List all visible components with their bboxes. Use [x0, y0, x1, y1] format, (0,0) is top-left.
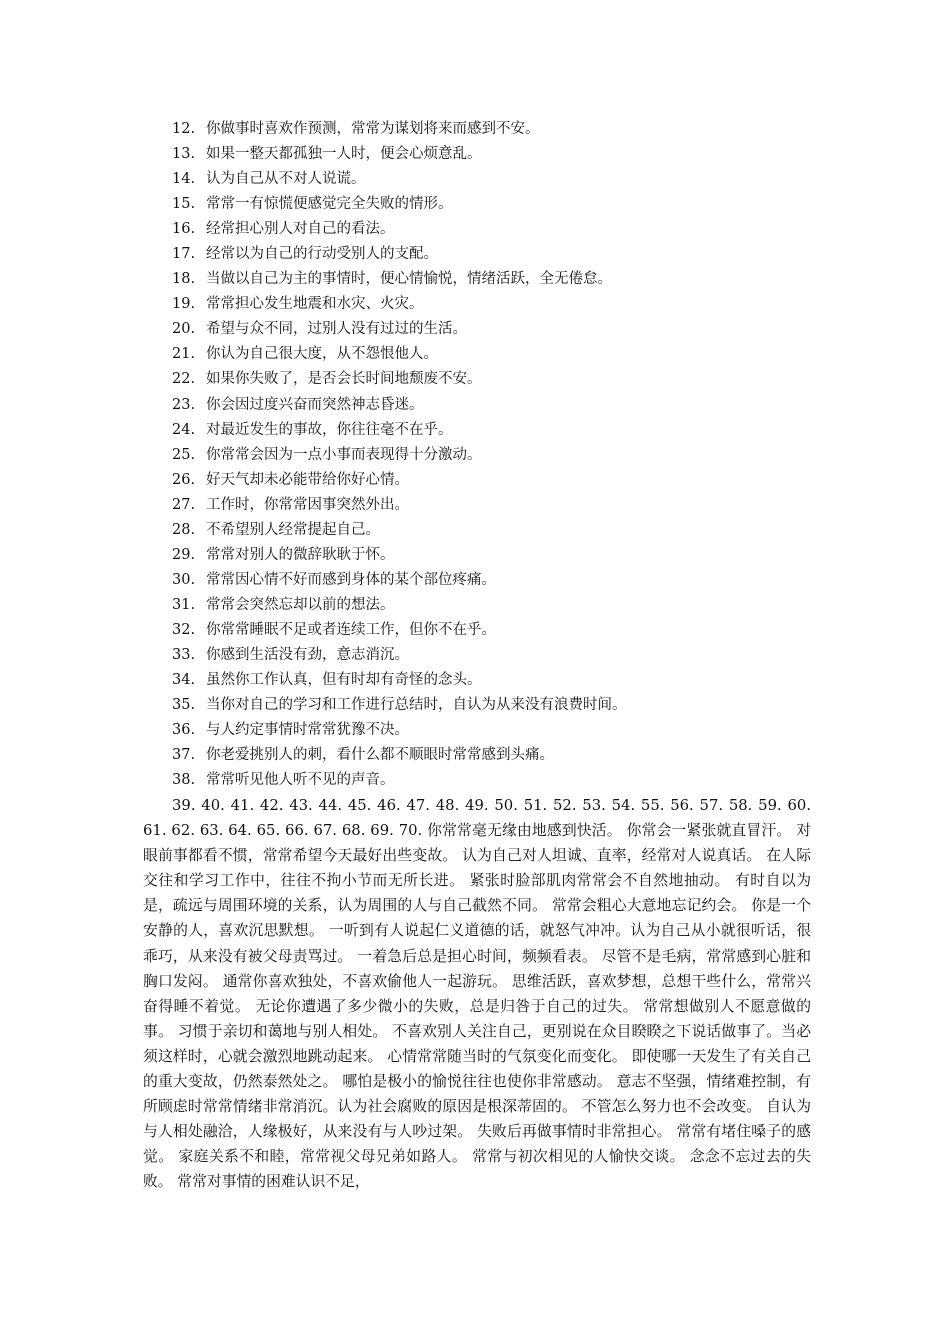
list-item — [0, 718, 627, 743]
question-paragraph: 39. 40. 41. 42. 43. 44. 45. 46. 47. 48. 49. 50. 51. 52. 53. 54. 55. 56. 57. 58. 59. 60. 61. 62. 63. 64. 65. 66. 67. 68. 69. 70. 你常常毫无缘由地感到快活。 你常会一紧张就直冒汗。 对眼前事都看不惯，常常希望今天最好出些变故。 认为自己对人坦诚、直率，经常对人说真话。 在人际交往和学习工作中，往往不拘小节而无所长进。 紧张时脸部肌肉常常会不自然地抽动。 有时自以为是，疏远与周围环境的关系，认为周围的人与自己截然不同。 常常会粗心大意地忘记约会。 你是一个安静的人，喜欢沉思默想。 一听到有人说起仁义道德的话，就怒气冲冲。认为自己从小就很听话，很乖巧，从来没有被父母责骂过。 一着急后总是担心时间，频频看表。 尽管不是毛病，常常感到心脏和胸口发闷。 通常你喜欢独处，不喜欢偷他人一起游玩。 思维活跃，喜欢梦想，总想干些什么，常常兴奋得睡不着觉。 无论你遭遇了多少微小的失败，总是归咎于自己的过失。 常常想做别人不愿意做的事。 习惯于亲切和蔼地与别人相处。 不喜欢别人关注自己，更别说在众目睽睽之下说话做事了。当必须这样时，心就会激烈地跳动起来。 心情常常随当时的气氛变化而变化。 即使哪一天发生了有关自己的重大变故，仍然泰然处之。 哪怕是极小的愉悦往往也使你非常感动。 意志不坚强，情绪难控制，有所顾虑时常常情绪非常消沉。认为社会腐败的原因是根深蒂固的。 不管怎么努力也不会改变。 自认为与人相处融洽，人缘极好，从来没有与人吵过架。 失败后再做事情时非常担心。 常常有堵住嗓子的感觉。 家庭关系不和睦，常常视父母兄弟如路人。 常常与初次相见的人愉快交谈。 念念不忘过去的失败。 常常对事情的困难认识不足， — [143, 797, 811, 1191]
item-text: 如果一整天都孤独一人时，便会心烦意乱。 — [206, 146, 482, 163]
item-number: 28. — [172, 521, 196, 538]
item-number: 35. — [172, 697, 196, 714]
list-item — [0, 668, 627, 693]
item-text: 你会因过度兴奋而突然神志昏迷。 — [206, 396, 424, 413]
item-text: 你感到生活没有劲，意志消沉。 — [206, 646, 409, 663]
item-number: 23. — [172, 396, 196, 413]
list-item — [0, 693, 627, 718]
item-text: 对最近发生的事故，你往往毫不在乎。 — [206, 421, 453, 438]
item-number: 20. — [172, 321, 196, 338]
item-text: 常常因心情不好而感到身体的某个部位疼痛。 — [206, 571, 496, 588]
list-item — [0, 142, 627, 167]
list-item — [0, 518, 627, 543]
item-number: 29. — [172, 546, 196, 563]
item-text: 与人约定事情时常常犹豫不决。 — [206, 722, 409, 739]
item-text: 当你对自己的学习和工作进行总结时，自认为从来没有浪费时间。 — [206, 697, 627, 714]
item-text: 经常担心别人对自己的看法。 — [206, 221, 395, 238]
list-item — [0, 768, 627, 793]
list-item — [0, 292, 627, 317]
item-text: 希望与众不同，过别人没有过过的生活。 — [206, 321, 467, 338]
item-number: 15. — [172, 196, 196, 213]
list-item — [0, 743, 627, 768]
item-text: 你老爱挑别人的刺，看什么都不顺眼时常常感到头痛。 — [206, 747, 554, 764]
item-text: 好天气却未必能带给你好心情。 — [206, 471, 409, 488]
list-item — [0, 217, 627, 242]
item-text: 工作时，你常常因事突然外出。 — [206, 496, 409, 513]
list-item — [0, 192, 627, 217]
item-number: 12. — [172, 121, 196, 137]
item-number: 16. — [172, 221, 196, 238]
item-number: 19. — [172, 296, 196, 313]
list-item — [0, 393, 627, 418]
item-text: 你做事时喜欢作预测，常常为谋划将来而感到不安。 — [206, 121, 540, 137]
item-text: 常常对别人的微辞耿耿于怀。 — [206, 546, 395, 563]
item-text: 你常常睡眠不足或者连续工作，但你不在乎。 — [206, 621, 496, 638]
list-item — [0, 493, 627, 518]
item-text: 你认为自己很大度，从不怨恨他人。 — [206, 346, 438, 363]
list-item — [0, 117, 627, 142]
list-item — [0, 443, 627, 468]
list-item — [0, 242, 627, 267]
item-number: 14. — [172, 171, 196, 188]
list-item — [0, 342, 627, 367]
list-item — [0, 543, 627, 568]
list-item — [0, 643, 627, 668]
item-text: 不希望别人经常提起自己。 — [206, 521, 380, 538]
list-item — [0, 418, 627, 443]
item-number: 31. — [172, 596, 196, 613]
item-number: 13. — [172, 146, 196, 163]
item-number: 30. — [172, 571, 196, 588]
list-item — [0, 267, 627, 292]
item-text: 常常一有惊慌便感觉完全失败的情形。 — [206, 196, 453, 213]
item-number: 21. — [172, 346, 196, 363]
item-text: 当做以自己为主的事情时，便心情愉悦，情绪活跃，全无倦怠。 — [206, 271, 612, 288]
item-number: 22. — [172, 371, 196, 388]
item-text: 你常常会因为一点小事而表现得十分激动。 — [206, 446, 482, 463]
item-number: 36. — [172, 722, 196, 739]
item-text: 常常听见他人听不见的声音。 — [206, 772, 395, 789]
list-item — [0, 593, 627, 618]
item-text: 虽然你工作认真，但有时却有奇怪的念头。 — [206, 672, 482, 689]
item-number: 38. — [172, 772, 196, 789]
item-number: 32. — [172, 621, 196, 638]
item-number: 25. — [172, 446, 196, 463]
item-number: 17. — [172, 246, 196, 263]
item-text: 经常以为自己的行动受别人的支配。 — [206, 246, 438, 263]
item-number: 33. — [172, 646, 196, 663]
item-text: 认为自己从不对人说谎。 — [206, 171, 366, 188]
list-item — [0, 167, 627, 192]
list-item — [0, 568, 627, 593]
list-item — [0, 317, 627, 342]
item-number: 26. — [172, 471, 196, 488]
item-text: 如果你失败了，是否会长时间地颓废不安。 — [206, 371, 482, 388]
item-number: 24. — [172, 421, 196, 438]
item-text: 常常会突然忘却以前的想法。 — [206, 596, 395, 613]
list-item — [0, 468, 627, 493]
item-number: 18. — [172, 271, 196, 288]
question-list — [0, 117, 627, 793]
list-item — [0, 618, 627, 643]
item-text: 常常担心发生地震和水灾、火灾。 — [206, 296, 424, 313]
list-item — [0, 367, 627, 392]
item-number: 34. — [172, 672, 196, 689]
item-number: 37. — [172, 747, 196, 764]
item-number: 27. — [172, 496, 196, 513]
